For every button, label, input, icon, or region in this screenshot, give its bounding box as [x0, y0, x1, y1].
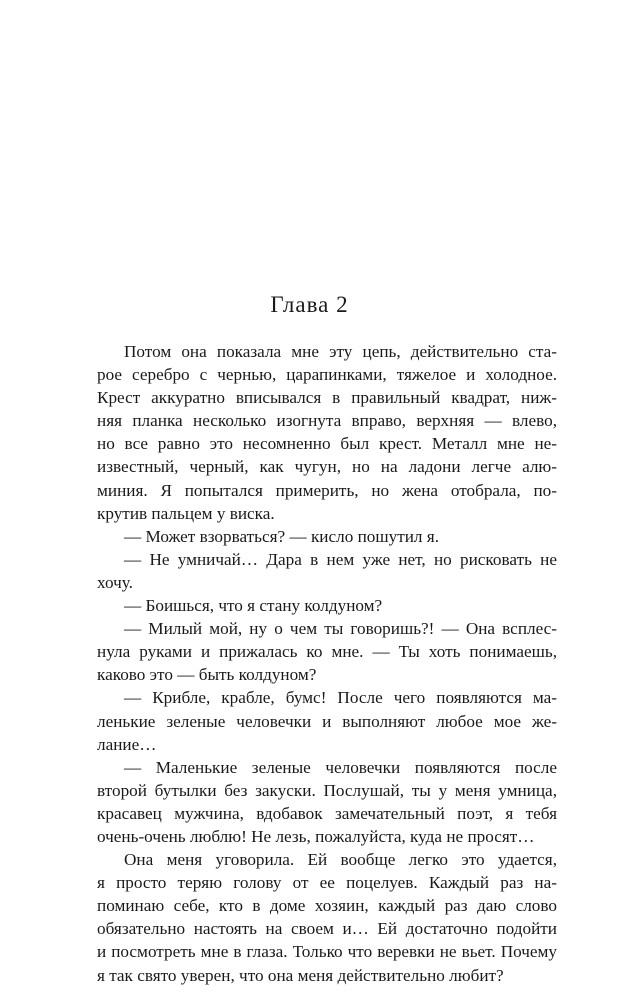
- text-line: — Боишься, что я стану колдуном?: [124, 596, 383, 616]
- text-line: красавец мужчина, вдобавок замечательный поэт, я тебя: [97, 803, 557, 823]
- text-line: очень-очень люблю! Не лезь, пожалуйста, куда не просят…: [97, 826, 535, 846]
- text-line: ленькие зеленые человечки и выполняют любое мое же-: [97, 711, 557, 731]
- text-line: — Может взорваться? — кисло пошутил я.: [124, 526, 439, 546]
- text-line: миния. Я попытался примерить, но жена отобрала, по-: [97, 480, 557, 500]
- text-line: но все равно это несомненно был крест. Металл мне не-: [97, 434, 557, 454]
- chapter-text: [97, 340, 557, 987]
- text-line: — Не умничай… Дара в нем уже нет, но рисковать не: [124, 549, 557, 569]
- text-line: хочу.: [97, 572, 133, 592]
- text-line: Потом она показала мне эту цепь, действительно ста-: [124, 342, 557, 361]
- text-line: нула руками и прижалась ко мне. — Ты хоть понимаешь,: [97, 642, 557, 662]
- text-line: Крест аккуратно вписывался в правильный квадрат, ниж-: [97, 388, 557, 408]
- text-line: каково это — быть колдуном?: [97, 665, 317, 685]
- text-line: обязательно настоять на своем и… Ей достаточно подойти: [97, 919, 557, 939]
- text-line: няя планка несколько изогнута вправо, верхняя — влево,: [97, 411, 557, 431]
- text-line: крутив пальцем у виска.: [97, 503, 275, 523]
- text-line: и посмотреть мне в глаза. Только что веревки не вьет. Почему: [97, 942, 557, 962]
- text-line: второй бутылки без закуски. Послушай, ты у меня умница,: [97, 780, 557, 800]
- text-line: лание…: [97, 734, 157, 754]
- text-line: — Милый мой, ну о чем ты говоришь?! — Она всплес-: [124, 619, 557, 639]
- text-line: известный, черный, как чугун, но на ладони легче алю-: [97, 457, 557, 477]
- text-line: — Крибле, крабле, бумс! После чего появляются ма-: [124, 688, 557, 708]
- text-line: Она меня уговорила. Ей вообще легко это удается,: [124, 850, 557, 870]
- text-line: я просто теряю голову от ее поцелуев. Каждый раз на-: [97, 873, 557, 893]
- text-line: я так свято уверен, что она меня действительно любит?: [97, 965, 504, 985]
- text-line: рое серебро с чернью, царапинками, тяжелое и холодное.: [97, 365, 557, 385]
- chapter-title: Глава 2: [270, 292, 349, 317]
- text-line: — Маленькие зеленые человечки появляются после: [124, 757, 557, 777]
- text-line: поминаю себе, кто в доме хозяин, каждый раз даю слово: [97, 896, 557, 916]
